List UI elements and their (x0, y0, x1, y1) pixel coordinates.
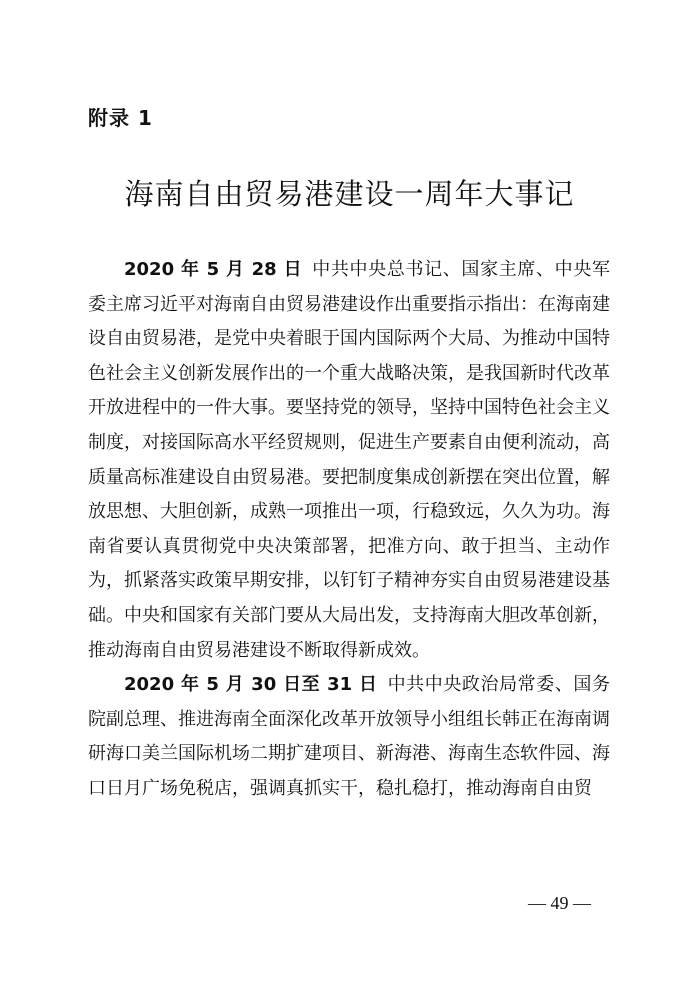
entry-text: 中共中央总书记、国家主席、中央军委主席习近平对海南自由贸易港建设作出重要指示指出：在海南建设自由贸易港，是党中央着眼于国内国际两个大局、为推动中国特色社会主义创新发展作出的一个重大战略决策，是我国新时代改革开放进程中的一件大事。要坚持党的领导，坚持中国特色社会主义制度，对接国际高水平经贸规则，促进生产要素自由便利流动，高质量高标准建设自由贸易港。要把制度集成创新摆在突出位置，解放思想、大胆创新，成熟一项推出一项，行稳致远，久久为功。海南省要认真贯彻党中央决策部署，把准方向、敢于担当、主动作为，抓紧落实政策早期安排，以钉钉子精神夯实自由贸易港建设基础。中央和国家有关部门要从大局出发，支持海南大胆改革创新，推动海南自由贸易港建设不断取得新成效。 (88, 259, 610, 661)
document-title: 海南自由贸易港建设一周年大事记 (124, 177, 575, 211)
entry-paragraph (88, 668, 610, 806)
page-number: — 49 — (528, 893, 591, 913)
entry-paragraph (88, 253, 610, 668)
document-body (88, 253, 610, 807)
appendix-label: 附录 1 (88, 106, 153, 130)
entry-date: 2020 年 5 月 30 日至 31 日 (124, 674, 378, 696)
entry-text: 中共中央政治局常委、国务院副总理、推进海南全面深化改革开放领导小组组长韩正在海南调研海口美兰国际机场二期扩建项目、新海港、海南生态软件园、海口日月广场免税店，强调真抓实干，稳扎稳打，推动海南自由贸 (88, 674, 611, 799)
entry-date: 2020 年 5 月 28 日 (124, 259, 303, 280)
